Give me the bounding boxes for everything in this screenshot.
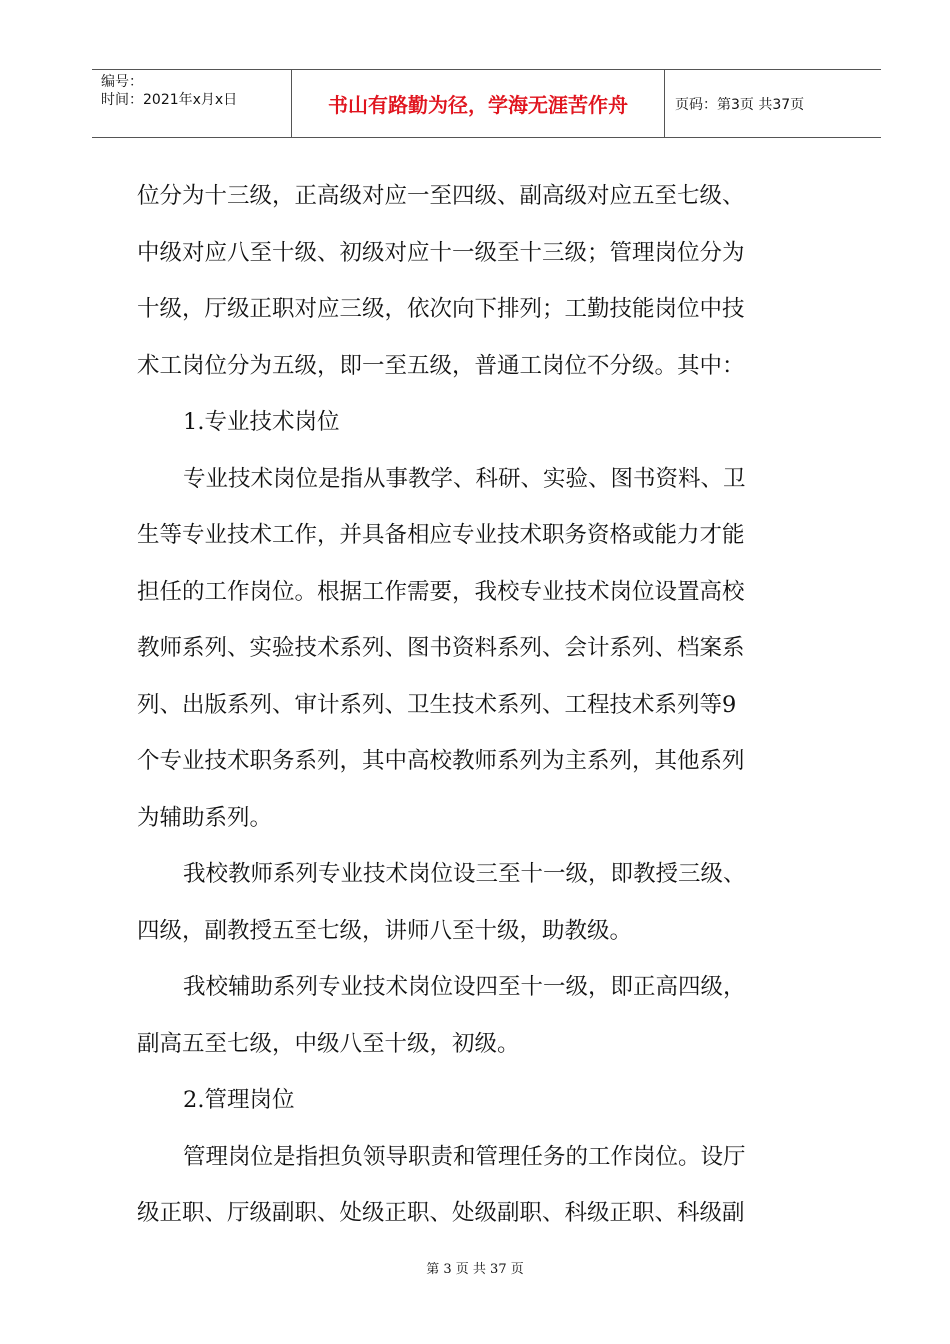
body-line: 生等专业技术工作，并具备相应专业技术职务资格或能力才能 <box>137 522 745 548</box>
page-footer: 第 3 页 共 37 页 <box>426 1262 524 1277</box>
header-meta <box>92 70 292 137</box>
document-body <box>137 168 837 1242</box>
body-line: 级正职、厅级副职、处级正职、处级副职、科级正职、科级副 <box>137 1200 745 1226</box>
body-line: 管理岗位是指担负领导职责和管理任务的工作岗位。设厅 <box>183 1143 746 1170</box>
section-heading-2: 2.管理岗位 <box>183 1087 295 1113</box>
body-line: 我校辅助系列专业技术岗位设四至十一级，即正高四级， <box>183 974 746 1000</box>
section-heading-1: 1.专业技术岗位 <box>183 409 340 435</box>
body-line: 我校教师系列专业技术岗位设三至十一级，即教授三级、 <box>183 861 746 887</box>
body-line: 十级，厅级正职对应三级，依次向下排列；工勤技能岗位中技 <box>137 296 745 322</box>
number-label: 编号： <box>101 74 143 90</box>
body-line: 术工岗位分为五级，即一至五级，普通工岗位不分级。其中： <box>137 352 745 379</box>
header-motto: 书山有路勤为径，学海无涯苦作舟 <box>292 70 665 137</box>
body-line: 中级对应八至十级、初级对应十一级至十三级；管理岗位分为 <box>137 239 745 266</box>
body-line: 教师系列、实验技术系列、图书资料系列、会计系列、档案系 <box>137 635 745 661</box>
body-line: 副高五至七级，中级八至十级，初级。 <box>137 1030 520 1057</box>
body-line: 个专业技术职务系列，其中高校教师系列为主系列，其他系列 <box>137 748 745 774</box>
body-line: 四级，副教授五至七级，讲师八至十级，助教级。 <box>137 917 633 944</box>
page-header <box>92 69 881 138</box>
body-line: 为辅助系列。 <box>137 804 273 831</box>
header-page-info: 页码：第3页 共37页 <box>675 96 805 113</box>
time-label: 时间：2021年x月x日 <box>101 92 238 108</box>
body-line: 位分为十三级，正高级对应一至四级、副高级对应五至七级、 <box>137 183 745 209</box>
body-line: 列、出版系列、审计系列、卫生技术系列、工程技术系列等9 <box>137 691 737 718</box>
body-line: 担任的工作岗位。根据工作需要，我校专业技术岗位设置高校 <box>137 578 745 605</box>
body-line: 专业技术岗位是指从事教学、科研、实验、图书资料、卫 <box>183 465 746 492</box>
